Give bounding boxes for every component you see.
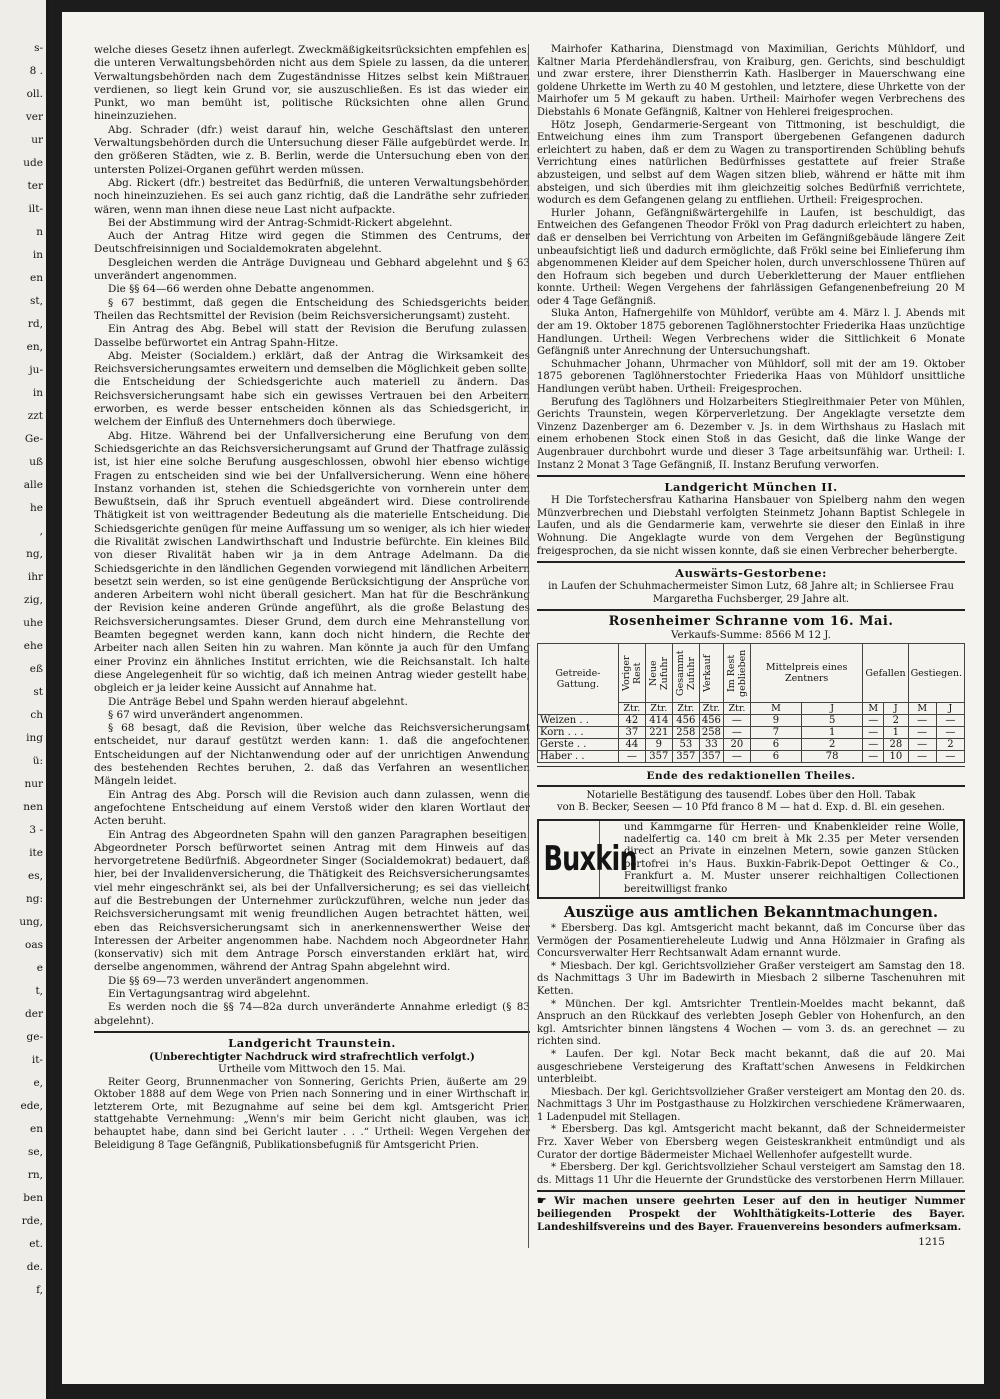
court-cases [537,44,965,472]
unit-header: J [884,703,909,715]
munich-case-text: H Die Torfstechersfrau Katharina Hansbauer von Spielberg nahm den wegen Münzverbrechen und Diebstahl verfolgten Steinmetz Johann Baptist Schlegele in Laufen, und als die Gendarmerie kam, verwehrte sie dieser den Einlaß in ihre Wohnung. Die Angeklagte wurde von dem Vergehen der Begünstigung freigesprochen, da sie nicht wissen konnte, daß sie einen Verbrecher beherbergte. [537,495,965,557]
market-cell: — [863,739,884,751]
prev-page-fragment: st [33,686,43,698]
prev-page-fragment: ite [29,847,43,859]
tobacco-ad-line-1: Notarielle Bestätigung des tausendf. Lobes über den Holl. Tabak [586,790,916,802]
prev-page-fragment: rd, [27,318,43,330]
col-header: Getreide-Gattung. [538,644,619,715]
grain-type: Weizen . . [538,715,619,727]
extracts-title: Auszüge aus amtlichen Bekanntmachungen. [563,902,939,921]
official-notice: * Miesbach. Der kgl. Gerichtsvollzieher Graßer versteigert am Samstag den 18. ds Nachmittags 3 Uhr im Badewirth in Miesbach 2 silberne Taschenuhren mit Ketten. [537,960,965,997]
market-cell: — [863,751,884,763]
deaths-title: Auswärts-Gestorbene: [675,566,827,581]
prev-page-fragment: 3 - [29,824,43,836]
market-cell: — [908,727,936,739]
prev-page-fragment: der [25,1008,43,1020]
unit-header: M [863,703,884,715]
unit-header: J [936,703,964,715]
market-cell: — [908,751,936,763]
prev-page-fragment: es, [28,870,43,882]
previous-page-edge [0,0,49,1399]
prev-page-fragment: it- [31,1054,43,1066]
unit-header: M [908,703,936,715]
newspaper-page [62,12,984,1384]
col-header: Verkauf [701,654,713,692]
market-cell: — [936,727,964,739]
grain-type: Haber . . [538,751,619,763]
market-cell: — [618,751,645,763]
report-paragraph: § 67 wird unverändert angenommen. [108,708,304,721]
market-cell: 414 [645,715,672,727]
grain-type: Korn . . . [538,727,619,739]
report-paragraph: Abg. Hitze. Während bei der Unfallversicherung eine Berufung von dem Schiedsgerichte an das Reichsversicherungsamt auf Grund der Thatfrage zulässig ist, ist hier eine solche Berufung ausgeschlossen, obwohl hier ebenso wichtige Fragen zu entscheiden sind wie bei der Unfallversicherung. Wenn eine höhere Instanz vorhanden ist, stehen die Schiedsgerichte von vornherein unter dem Bewußtsein, daß ihr Spruch eventuell abgeändert wird. Diese controlirende Thätigkeit ist von weittragender Bedeutung als die materielle Entscheidung. Die Schiedsgerichte genügen für meine Auffassung um so weniger, als ich hier wieder die Rivalität zwischen Landwirthschaft und Industrie befürchte. Ein kleines Bild von dieser Rivalität haben wir ja in dem Antrage Adelmann. Da die Schiedsgerichte in den ländlichen Gegenden vorwiegend mit ländlichen Arbeitern besetzt sein werden, so ist eine genügende Berücksichtigung der Ansprüche von anderen Arbeitern wohl nicht überall gesichert. Man hat für die Beschränkung der Revision keine anderen Gründe angeführt, als die große Belastung des Reichsversicherungsamtes. Dieser Grund, dem durch eine Mehranstellung von Beamten begegnet werden kann, kann doch nicht hindern, die Rechte der Arbeiter nach allen Seiten hin zu wahren. Man könnte ja auch für den Umfang einer Provinz ein ähnliches Institut errichten, wie die Reichsanstalt. Ich halte diese Angelegenheit für so wichtig, daß ich meinen Antrag wieder gestellt habe, obgleich er ja leider keine Aussicht auf Annahme hat. [94,429,530,695]
prev-page-fragment: alle [23,479,43,491]
prev-page-fragment: uß [29,456,43,468]
prev-page-fragment: ehe [23,640,43,652]
court-case: Hötz Joseph, Gendarmerie-Sergeant von Tittmoning, ist beschuldigt, die Entweichung eines ihm zum Transport übergebenen Gefangenen dadurch erleichtert zu haben, daß er dem zu Wagen zu transportirenden Schübling behufs Verrichtung eines natürlichen Bedürfnisses gestattete auf freier Straße abzusteigen, und selbst auf dem Wagen sitzen blieb, während er hätte mit ihm absteigen, und sich überdies mit ihm gleichzeitig solches Bedürfniß verrichtete, wodurch es dem Gefangenen gelang zu entfliehen. Urtheil: Freigesprochen. [537,119,965,207]
report-paragraph: Ein Vertagungsantrag wird abgelehnt. [108,988,311,1001]
verdict-date: Urtheile vom Mittwoch den 15. Mai. [218,1063,406,1075]
market-cell: 221 [645,727,672,739]
report-paragraph: § 67 bestimmt, daß gegen die Entscheidung des Schiedsgerichts beiden Theilen das Rechtsmittel der Revision (beim Reichsversicherungsamt) zusteht. [94,296,530,322]
right-column [528,44,965,1248]
prev-page-fragment: et. [29,1238,43,1250]
market-cell: 9 [750,715,801,727]
prev-page-fragment: ing [26,732,43,744]
report-paragraph: Die §§ 64—66 werden ohne Debatte angenommen. [108,283,375,296]
report-paragraph: Auch der Antrag Hitze wird gegen die Stimmen des Centrums, der Deutschfreisinnigen und Socialdemokraten abgelehnt. [94,230,530,256]
market-cell: 2 [936,739,964,751]
end-editorial: Ende des redaktionellen Theiles. [646,770,856,783]
market-cell: — [863,727,884,739]
report-paragraph: § 68 besagt, daß die Revision, über welche das Reichsversicherungsamt entscheidet, nur darauf gestützt werden kann: 1. daß die angefochtenen Entscheidungen auf der Nichtanwendung oder auf der unrichtigen Anwendung des bestehenden Rechtes beruhen, 2. daß das Verfahren an wesentlichen Mängeln leidet. [94,722,530,788]
market-cell: 6 [750,751,801,763]
prev-page-fragment: , [39,525,43,537]
unit-header: Ztr. [645,703,672,715]
pointing-hand-icon: ☛ [537,1195,547,1208]
grain-type: Gerste . . [538,739,619,751]
market-cell: 1 [884,727,909,739]
market-cell: 28 [884,739,909,751]
prev-page-fragment: zig, [24,594,43,606]
court-case: Berufung des Taglöhners und Holzarbeiters Stieglreithmaier Peter von Mühlen, Gerichts Traunstein, wegen Körperverletzung. Der Angeklagte versetzte dem Vinzenz Dazenberger am 6. Dezember v. Js. in dem Wirthshaus zu Haslach mit einem erhobenen Stock einen Stoß in das Gesicht, daß die linke Wange der Augenbrauer durchbohrt wurde und dieser 3 Tage arbeitsunfähig war. Urtheil: I. Instanz 2 Monat 3 Tage Gefängniß, II. Instanz Berufung verworfen. [537,396,965,471]
buxkin-ad [537,819,965,899]
market-cell: 10 [884,751,909,763]
prev-page-fragment: rde, [21,1215,43,1227]
market-cell: 33 [699,739,723,751]
divider [537,561,965,563]
market-cell: 53 [672,739,699,751]
market-cell: 44 [618,739,645,751]
market-cell: — [863,715,884,727]
prev-page-fragment: e, [33,1077,43,1089]
report-paragraph: Desgleichen werden die Anträge Duvigneau und Gebhard abgelehnt und § 63 unverändert angenommen. [94,256,530,283]
prev-page-fragment: Ge- [24,433,43,445]
market-cell: — [908,715,936,727]
official-notice: Miesbach. Der kgl. Gerichtsvollzieher Graßer versteigert am Montag den 20. ds. Nachmittags 3 Uhr im Postgasthause zu Holzkirchen verschiedene Krämerwaaren, 1 Ladenpudel mit Stellagen. [537,1086,965,1123]
report-paragraph: welche dieses Gesetz ihnen auferlegt. Zweckmäßigkeitsrücksichten empfehlen es, die unteren Verwaltungsbehörden nicht aus dem Spiele zu lassen, da die unteren Verwaltungsbehörden nach dem Zugeständnisse Hitzes selbst kein Mißtrauen verdienen, so liegt kein Grund vor, sie auszuschließen. Es ist das wieder ein Punkt, wo man bemüht ist, politische Rücksichten ohne allen Grund hineinzuziehen. [94,44,530,123]
report-paragraph: Abg. Rickert (dfr.) bestreitet das Bedürfniß, die unteren Verwaltungsbehörden noch hineinzuziehen. Es sei auch ganz richtig, daß die Landräthe sehr zufrieden wären, wenn man ihnen diese neue Last nicht aufpackte. [94,176,530,216]
deaths-text: in Laufen der Schuhmachermeister Simon Lutz, 68 Jahre alt; in Schliersee Frau Margaretha Fuchsberger, 29 Jahre alt. [548,581,954,605]
prev-page-fragment: n [36,226,43,238]
col-header: Voriger Rest [620,655,643,691]
court-case: Hurler Johann, Gefängnißwärtergehilfe in Laufen, ist beschuldigt, das Entweichen des Gefangenen Theodor Frökl von Prag dadurch erleichtert zu haben, daß er denselben bei Verrichtung von Arbeiten im Gefängnißgebäude längere Zeit unbeaufsichtigt ließ und dadurch ermöglichte, daß Frökl seine bei Einlieferung ihm abgenommenen Kleider auf dem Speicher holen, durch unverschlossene Thüren auf den Hofraum sich begeben und durch Ueberkletterung der Mauer entfliehen konnte. Urtheil: Wegen Vergehens der fahrlässigen Gefangenenbefreiung 20 M oder 4 Tage Gefängniß. [537,207,965,307]
official-notice: * Laufen. Der kgl. Notar Beck macht bekannt, daß die auf 20. Mai ausgeschriebene Versteigerung des Kraftatt'schen Anwesens in Feldkirchen unterbleibt. [537,1048,965,1086]
prev-page-fragment: en [30,1123,43,1135]
prev-page-fragment: nen [23,801,43,813]
prev-page-fragment: ude [23,157,43,169]
prev-page-fragment: ju- [29,364,43,376]
market-cell: 20 [723,739,750,751]
market-cell: 2 [884,715,909,727]
unit-header: Ztr. [723,703,750,715]
prev-page-fragment: eß [29,663,43,675]
col-header: Im Rest geblieben [725,649,748,697]
market-cell: 42 [618,715,645,727]
insert-notice [537,1195,965,1233]
prev-page-fragment: ch [30,709,43,721]
divider [537,1190,965,1192]
divider [537,609,965,611]
col-header: Gestiegen. [908,644,964,703]
market-cell: — [936,751,964,763]
market-title: Rosenheimer Schranne vom 16. Mai. [608,614,894,630]
page-number: 1215 [918,1235,945,1248]
court-case: Sluka Anton, Hafnergehilfe von Mühldorf, verübte am 4. März l. J. Abends mit der am 19. Oktober 1875 geborenen Taglöhnerstochter Friederika Haas unzüchtige Handlungen. Urtheil: Wegen Verbrechens wider die Sittlichkeit 6 Monate Gefängniß unter Anrechnung der Untersuchungshaft. [537,308,965,358]
unit-header: M [750,703,801,715]
market-cell: 456 [672,715,699,727]
col-header: Neue Zufuhr [647,656,670,690]
prev-page-fragment: ede, [20,1100,43,1112]
parliament-report [94,44,530,1028]
market-cell: — [936,715,964,727]
report-paragraph: Ein Antrag des Abg. Porsch will die Revision auch dann zulassen, wenn die angefochtene Entscheidung auf einem Verstoß wider den klaren Wortlaut der Acten beruht. [94,788,530,828]
prev-page-fragment: f, [36,1284,43,1296]
prev-page-fragment: oll. [26,88,43,100]
report-paragraph: Abg. Schrader (dfr.) weist darauf hin, welche Geschäftslast den unteren Verwaltungsbehörden durch die Untersuchung dieser Fälle aufgebürdet werde. In den größeren Städten, wie z. B. Berlin, werde die Untersuchung eben von den untersten Polizei-Organen geführt werden müssen. [94,123,530,176]
market-row [538,727,965,739]
report-paragraph: Abg. Meister (Socialdem.) erklärt, daß der Antrag die Wirksamkeit des Reichsversicherungsamtes erweitern und demselben die Möglichkeit geben sollte, die Entscheidung der Schiedsgerichte auch materiell zu ändern. Das Reichsversicherungsamt habe sich ein gewisses Vertrauen bei den Arbeitern erworben, es werde besser entscheiden können als das Schiedsgericht, in welchem der Einfluß des Unternehmers doch überwiege. [94,349,530,429]
col-header: Gefallen [863,644,908,703]
reprint-notice: (Unberechtigter Nachdruck wird strafrechtlich verfolgt.) [149,1050,475,1063]
prev-page-fragment: ihr [27,571,43,583]
buxkin-logo: Buxkin [539,821,600,897]
divider [537,785,965,787]
prev-page-fragment: e [36,962,43,974]
market-cell: 2 [801,739,862,751]
report-paragraph: Die §§ 69—73 werden unverändert angenommen. [108,974,369,987]
divider [537,766,965,767]
prev-page-fragment: de. [26,1261,43,1273]
market-cell: — [723,715,750,727]
market-cell: 6 [750,739,801,751]
market-row [538,715,965,727]
report-paragraph: Ein Antrag des Abg. Bebel will statt der Revision die Berufung zulassen. Dasselbe befürwortet ein Antrag Spahn-Hitze. [94,323,530,349]
col-header: Mittelpreis eines Zentners [750,644,862,703]
market-cell: 258 [699,727,723,739]
prev-page-fragment: ben [23,1192,43,1204]
prev-page-fragment: ilt- [28,203,43,215]
official-notices [537,923,965,1187]
court-case: Mairhofer Katharina, Dienstmagd von Maximilian, Gerichts Mühldorf, und Kaltner Maria Pferdehändlersfrau, von Kraiburg, gen. Gerichts, sind beschuldigt und zwar erstere, ihrer Dienstherrin Kath. Haslberger in Mauerschwang eine goldene Uhrkette im Werth zu 40 M gestohlen, und letztere, diese Uhrkette von der Mairhofer um 5 M gekauft zu haben. Urtheil: Mairhofer wegen Verbrechens des Diebstahls 6 Monate Gefängniß, Kaltner von Hehlerei freigesprochen. [537,44,965,118]
court-case: Schuhmacher Johann, Uhrmacher von Mühldorf, soll mit der am 19. Oktober 1875 geborenen Taglöhnerstochter Friederika Haas von Mühldorf unsittliche Handlungen verübt haben. Urtheil: Freigesprochen. [537,358,965,396]
prev-page-fragment: ng: [25,893,43,905]
prev-page-fragment: oas [25,939,43,951]
market-cell: — [723,727,750,739]
market-subtitle: Verkaufs-Summe: 8566 M 12 J. [671,630,831,642]
divider [94,1031,530,1033]
market-cell: — [908,739,936,751]
prev-page-fragment: uhe [23,617,43,629]
tobacco-ad-line-2: von B. Becker, Seesen — 10 Pfd franco 8 M — hat d. Exp. d. Bl. ein gesehen. [557,802,945,814]
buxkin-ad-text: und Kammgarne für Herren- und Knabenkleider reine Wolle, nadelfertig ca. 140 cm breit à Mk 2.35 per Meter versenden direct an Private in einzelnen Metern, sowie ganzen Stücken portofrei in's Haus. Buxkin-Fabrik-Depot Oettinger & Co., Frankfurt a. M. Muster unserer reichhaltigen Collectionen bereitwilligst franko [624,821,959,895]
prev-page-fragment: ge- [26,1031,43,1043]
prev-page-fragment: se, [28,1146,43,1158]
market-row [538,751,965,763]
market-table [537,643,965,763]
report-paragraph: Es werden noch die §§ 74—82a durch unveränderte Annahme erledigt (§ 83 abgelehnt). [94,1001,530,1027]
left-column [94,44,530,1152]
prev-page-fragment: ü: [32,755,43,767]
unit-header: J [801,703,862,715]
official-notice: * Ebersberg. Das kgl. Amtsgericht macht bekannt, daß der Schneidermeister Frz. Xaver Weber von Ebersberg wegen Geisteskrankheit entmündigt und als Curator der dortige Bädermeister Michael Wellenhofer aufgestellt wurde. [537,1124,965,1161]
prev-page-fragment: in [32,249,43,261]
official-notice: * München. Der kgl. Amtsrichter Trentlein-Moeldes macht bekannt, daß Anspruch an den Rückkauf des verlebten Joseph Gebler von Hohenfurch, an den kgl. Amtsrichter binnen längstens 4 Wochen — vom 3. ds. an gerechnet — zu richten sind. [537,998,965,1048]
market-cell: 456 [699,715,723,727]
market-row [538,739,965,751]
prev-page-fragment: t, [35,985,43,997]
prev-page-fragment: ng, [26,548,43,560]
market-cell: 37 [618,727,645,739]
prev-page-fragment: 8 . [29,65,43,77]
market-cell: 357 [645,751,672,763]
market-cell: 357 [672,751,699,763]
prev-page-fragment: nur [24,778,43,790]
market-cell: 7 [750,727,801,739]
prev-page-fragment: st, [30,295,43,307]
col-header: Gesammt Zufuhr [674,650,697,696]
prev-page-fragment: he [30,502,43,514]
market-cell: 258 [672,727,699,739]
prev-page-fragment: ur [31,134,43,146]
market-cell: 357 [699,751,723,763]
official-notice: * Ebersberg. Der kgl. Gerichtsvollzieher Schaul versteigert am Samstag den 18. ds. Mittags 11 Uhr die Heuernte der Grundstücke des verstorbenen Herrn Millauer. [537,1162,965,1186]
market-cell: 1 [801,727,862,739]
market-cell: — [723,751,750,763]
court-munich-title: Landgericht München II. [664,480,838,495]
divider [537,475,965,477]
prev-page-fragment: ter [27,180,43,192]
unit-header: Ztr. [618,703,645,715]
unit-header: Ztr. [699,703,723,715]
prev-page-fragment: en [30,272,43,284]
report-paragraph: Die Anträge Bebel und Spahn werden hierauf abgelehnt. [108,695,408,708]
prev-page-fragment: ver [25,111,43,123]
court-traunstein-title: Landgericht Traunstein. [228,1035,396,1050]
market-cell: 78 [801,751,862,763]
prev-page-fragment: ung, [19,916,43,928]
market-cell: 9 [645,739,672,751]
prev-page-fragment: in [32,387,43,399]
prev-page-fragment: zzt [27,410,43,422]
prev-page-fragment: s- [34,42,43,54]
insert-notice-text: Wir machen unsere geehrten Leser auf den in heutiger Nummer beiliegenden Prospekt der Wohlthätigkeits-Lotterie des Bayer. Landeshilfsvereins und des Bayer. Frauenvereins besonders aufmerksam. [537,1195,965,1234]
report-paragraph: Bei der Abstimmung wird der Antrag-Schmidt-Rickert abgelehnt. [108,216,453,229]
prev-page-fragment: en, [26,341,43,353]
prev-page-fragment: rn, [27,1169,43,1181]
court-case-text: Reiter Georg, Brunnenmacher von Sonnering, Gerichts Prien, äußerte am 29. Oktober 1888 auf dem Wege von Prien nach Sonnering und in einer Wirthschaft in letzterem Orte, mit Bezugnahme auf seine bei dem kgl. Amtsgericht Prien stattgehabte Vernehmung: „Wenn's mir beim Gericht nicht glauben, was ich behauptet habe, dann sind bei Gericht lauter . . .“ Urtheil: Wegen Vergehen der Beleidigung 8 Tage Gefängniß, Publikationsbefugniß für Amtsgericht Prien. [94,1076,530,1151]
official-notice: * Ebersberg. Das kgl. Amtsgericht macht bekannt, daß im Concurse über das Vermögen der Posamentiereheleute Ludwig und Anna Hölzmaier in Grafing als Concursverwalter Herr Rechtsanwalt Adam ernannt wurde. [537,922,965,960]
report-paragraph: Ein Antrag des Abgeordneten Spahn will den ganzen Paragraphen beseitigen. Abgeordneter Porsch befürwortet seinen Antrag mit dem Hinweis auf das hervorgetretene Bedürfniß. Abgeordneter Singer (Socialdemokrat) bedauert, daß hier, bei der Invalidenversicherung, die Thätigkeit des Reichsversicherungsamtes viel mehr eingeschränkt sei, als bei der Unfallversicherung; es sei das vielleicht auf die Bestrebungen der Unternehmer zurückzuführen, welche nun jeder das Reichsversicherungsamt mit wenig freundlichen Augen betrachtet hätten, weil eben das Reichsversicherungsamt sich in anerkennenswerther Weise der Interessen der Arbeiter angenommen habe. Nachdem noch Abgeordneter Hahn (konservativ) sich mit dem Antrage Porsch einverstanden erklärt hat, wird derselbe angenommen, während der Antrag Spahn abgelehnt wird. [94,828,530,974]
unit-header: Ztr. [672,703,699,715]
market-cell: 5 [801,715,862,727]
